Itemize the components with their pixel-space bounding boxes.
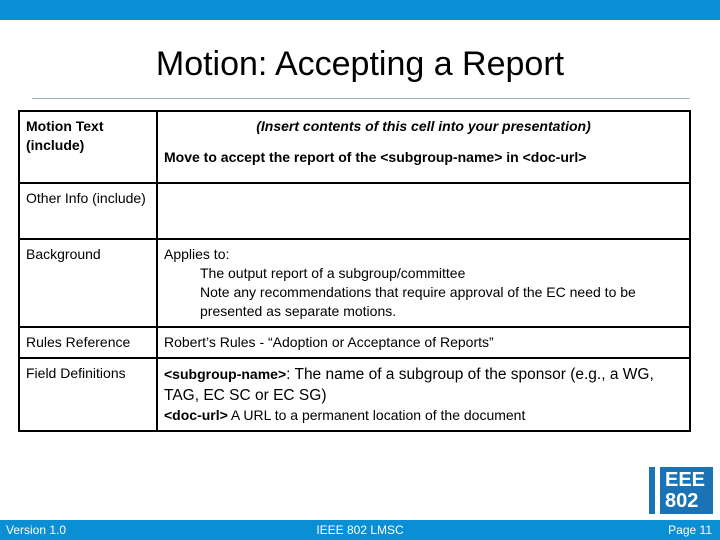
title-divider <box>32 98 690 99</box>
ieee-802-logo <box>655 467 713 514</box>
logo-line-1: EEE <box>665 469 706 491</box>
field-definition-2 <box>164 406 683 425</box>
other-info-cell <box>157 183 690 239</box>
background-label-cell <box>19 239 157 327</box>
background-intro: Applies to: <box>164 246 230 262</box>
motion-text-row <box>19 111 690 183</box>
background-label: Background <box>26 246 101 262</box>
rules-value: Robert’s Rules - “Adoption or Acceptance of Reports” <box>164 334 494 350</box>
rules-reference-row <box>19 327 690 358</box>
background-cell <box>157 239 690 327</box>
field-label: Field Definitions <box>26 365 126 381</box>
field-def2-text: A URL to a permanent location of the document <box>227 407 526 423</box>
motion-text-label-cell <box>19 111 157 183</box>
field-definition-1 <box>164 364 683 406</box>
field-def1-term: <subgroup-name> <box>164 366 287 382</box>
footer-version: Version 1.0 <box>6 523 67 537</box>
footer-bar <box>0 520 720 540</box>
motion-table <box>18 110 691 432</box>
rules-label: Rules Reference <box>26 334 131 350</box>
logo-line-2: 802 <box>665 490 699 512</box>
other-info-label: Other Info (include) <box>26 190 146 206</box>
field-definitions-row <box>19 358 690 431</box>
other-info-row <box>19 183 690 239</box>
field-label-cell <box>19 358 157 431</box>
motion-text-cell <box>157 111 690 183</box>
slide-title: Motion: Accepting a Report <box>155 45 565 83</box>
field-def1-text: : The name of a subgroup of the sponsor (e.g., a WG, TAG, EC SC or EC SG) <box>164 366 654 404</box>
rules-label-cell <box>19 327 157 358</box>
background-line-2: Note any recommendations that require approval of the EC need to be presented as separate motions. <box>200 284 636 319</box>
footer-page-number: Page 11 <box>668 523 712 537</box>
field-def2-term: <doc-url> <box>164 407 228 423</box>
rules-cell <box>157 327 690 358</box>
footer-org: IEEE 802 LMSC <box>316 523 404 537</box>
top-accent-bar <box>0 0 720 20</box>
background-line-1: The output report of a subgroup/committee <box>200 265 466 281</box>
other-info-label-cell <box>19 183 157 239</box>
insert-note: (Insert contents of this cell into your presentation) <box>256 118 591 134</box>
motion-text-label: Motion Text (include) <box>26 118 104 153</box>
motion-text: Move to accept the report of the <subgroup-name> in <doc-url> <box>164 149 587 165</box>
background-row <box>19 239 690 327</box>
field-definitions-cell <box>157 358 690 431</box>
